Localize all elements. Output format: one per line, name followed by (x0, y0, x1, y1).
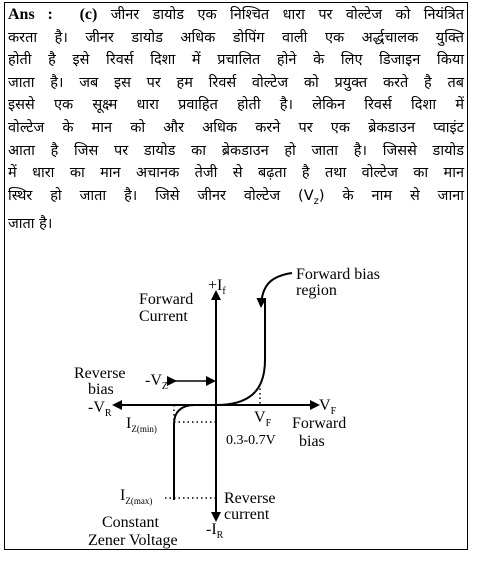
minus-ir-label: $-I_R$ (206, 521, 224, 541)
answer-line-3: होती है इसे रिवर्स दिशा में प्रचालित होने के लिए डिजाइन किया (8, 52, 464, 69)
iz-max-label: $I_{Z(max)}$ (120, 487, 153, 506)
forward-bias-region-label-1: Forward bias (296, 266, 380, 283)
plus-if-label: $+I_f$ (208, 277, 226, 297)
forward-current-label-1: Forward (139, 291, 194, 308)
reverse-current-label-2: current (224, 506, 270, 523)
answer-option: (c) (79, 6, 98, 23)
vf-axis-label: $V_F$ (319, 397, 337, 417)
iz-min-label: $I_{Z(min)}$ (126, 415, 157, 434)
vf-mark-label: $V_F$ (254, 409, 272, 429)
minus-vr-label: $-V_R$ (88, 399, 112, 419)
answer-line-10: जाता है। (8, 216, 53, 233)
constant-zener-label-1: Constant (102, 514, 159, 531)
forward-bias-label-2: bias (299, 433, 325, 450)
answer-line-5: इससे एक सूक्ष्म धारा प्रवाहित होती है। लेकिन रिवर्स दिशा में (8, 97, 464, 114)
characteristic-curve (174, 298, 265, 500)
answer-line-4: जाता है। जब इस पर हम रिवर्स वोल्टेज को प्रयुक्त करते है तब (8, 74, 464, 91)
answer-line-9: स्थिर हो जाता है। जिसे जीनर वोल्टेज $(V_z)$ के नाम से जाना (8, 187, 464, 207)
reverse-bias-label-1: Reverse (74, 365, 126, 382)
reverse-current-label-1: Reverse (224, 490, 276, 507)
forward-bias-region-label-2: region (296, 282, 337, 299)
answer-line-7: आता है जिस पर डायोड का ब्रेकडाउन हो जाता है। जिससे डायोड (8, 142, 464, 159)
forward-bias-label-1: Forward (292, 415, 347, 432)
minus-vz-label: $-V_Z$ (145, 372, 168, 392)
answer-line-1: Ans : (c) जीनर डायोड एक निश्चित धारा पर वोल्टेज को नियंत्रित (8, 6, 464, 23)
forward-current-label-2: Current (139, 308, 188, 325)
constant-zener-label-2: Zener Voltage (88, 532, 178, 549)
reverse-bias-label-2: bias (88, 381, 114, 398)
vf-range-label: 0.3-0.7V (226, 433, 276, 448)
answer-line-6: वोल्टेज के मान को और अधिक करने पर एक ब्रेकडाउन प्वाइंट (8, 119, 464, 136)
answer-line-2: करता है। जीनर डायोड अधिक डोपिंग वाली एक अर्द्धचालक युक्ति (8, 29, 464, 46)
answer-line-8: में धारा का मान अचानक तेजी से बढ़ता है तथा वोल्टेज का मान (8, 165, 464, 182)
answer-label: Ans : (8, 6, 53, 23)
